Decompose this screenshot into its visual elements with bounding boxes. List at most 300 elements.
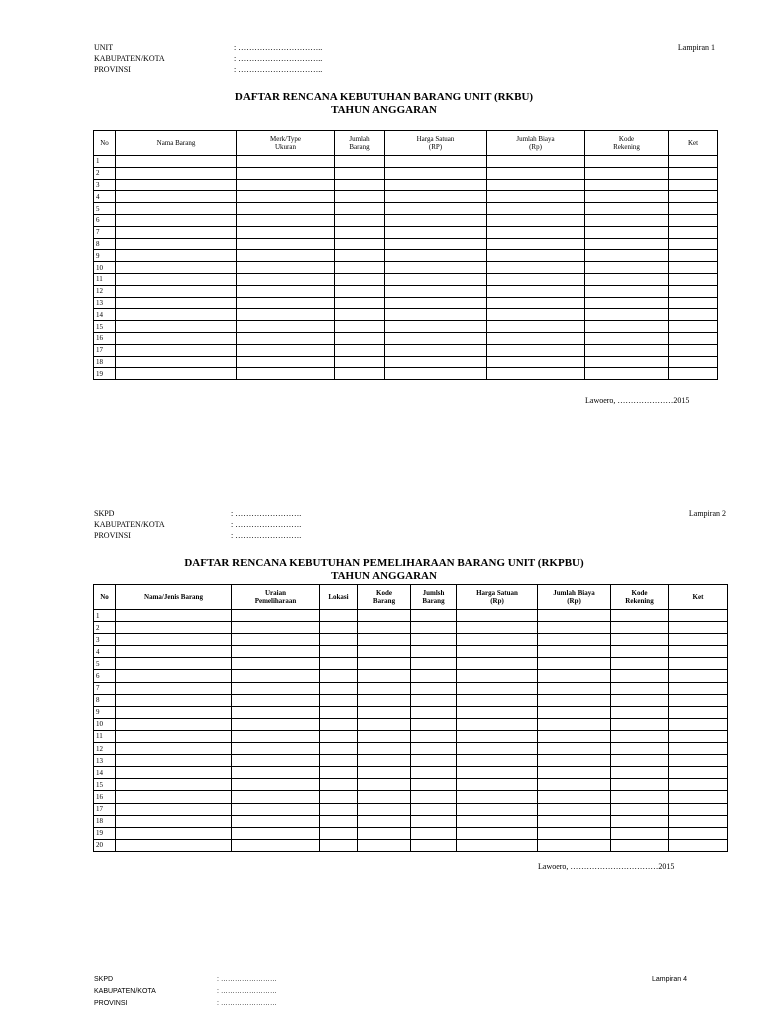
table-cell [335, 297, 385, 309]
table-cell [116, 815, 232, 827]
table-cell [232, 839, 320, 851]
table-cell [116, 156, 237, 168]
table-cell [585, 238, 669, 250]
table-cell [487, 250, 585, 262]
table-cell [411, 815, 457, 827]
table-cell [669, 356, 718, 368]
table-row [94, 670, 728, 682]
table-cell [669, 297, 718, 309]
row-number: 9 [94, 250, 116, 262]
table-cell [116, 706, 232, 718]
column-header-text: Uraian [265, 589, 286, 597]
table-row [94, 203, 718, 215]
column-header [669, 585, 728, 610]
field-values [234, 42, 322, 75]
table-cell [538, 682, 611, 694]
table-row [94, 226, 718, 238]
column-header [94, 131, 116, 156]
table-cell [385, 344, 487, 356]
table-cell [237, 203, 335, 215]
table-cell [411, 803, 457, 815]
table-cell [538, 839, 611, 851]
table-cell [320, 694, 358, 706]
row-number: 6 [94, 214, 116, 226]
table-cell [585, 344, 669, 356]
row-number: 10 [94, 262, 116, 274]
table-cell [669, 791, 728, 803]
table-cell [538, 694, 611, 706]
table-cell [385, 309, 487, 321]
table-cell [487, 273, 585, 285]
row-number: 18 [94, 356, 116, 368]
table-cell [320, 827, 358, 839]
signature-line: Lawoero, …………………2015 [585, 396, 690, 405]
table-cell [358, 634, 411, 646]
table-cell [669, 682, 728, 694]
table-row [94, 214, 718, 226]
field-value: : ………………………….. [234, 54, 323, 63]
table-cell [116, 356, 237, 368]
table-cell [585, 368, 669, 380]
table-cell [611, 610, 669, 622]
table-cell [320, 743, 358, 755]
column-header-text: No [100, 139, 109, 147]
column-header [116, 585, 232, 610]
table-cell [335, 214, 385, 226]
column-header-text: Nama/Jenis Barang [144, 593, 203, 601]
row-number: 9 [94, 706, 116, 718]
table-cell [232, 670, 320, 682]
table-cell [358, 779, 411, 791]
table-cell [232, 743, 320, 755]
table-row [94, 803, 728, 815]
table-cell [669, 779, 728, 791]
table-cell [232, 767, 320, 779]
table-cell [585, 179, 669, 191]
table-row [94, 730, 728, 742]
table-cell [237, 167, 335, 179]
table-cell [487, 214, 585, 226]
column-header-text: (Rp) [567, 597, 581, 605]
column-header-text: Jumlah Biaya [553, 589, 595, 597]
table-row [94, 610, 728, 622]
table-cell [669, 730, 728, 742]
table-cell [585, 332, 669, 344]
table-row [94, 309, 718, 321]
field-labels [94, 974, 156, 1010]
lampiran-label: Lampiran 2 [688, 509, 726, 518]
column-header-text: Nama Barang [156, 139, 196, 147]
table-row [94, 191, 718, 203]
column-header [237, 131, 335, 156]
table-row [94, 273, 718, 285]
table-row [94, 658, 728, 670]
table-cell [411, 646, 457, 658]
table-cell [669, 167, 718, 179]
table-row [94, 622, 728, 634]
table-cell [457, 658, 538, 670]
table-cell [335, 167, 385, 179]
table-cell [335, 250, 385, 262]
table-cell [585, 167, 669, 179]
field-labels [94, 508, 165, 541]
table-row [94, 839, 728, 851]
table-cell [116, 646, 232, 658]
column-header-text: Rekening [625, 597, 654, 605]
table-cell [669, 214, 718, 226]
column-header [411, 585, 457, 610]
table-cell [538, 658, 611, 670]
table-cell [232, 779, 320, 791]
column-header [611, 585, 669, 610]
table-cell [358, 622, 411, 634]
table-cell [232, 827, 320, 839]
table-cell [585, 297, 669, 309]
table-row [94, 646, 728, 658]
table-cell [358, 827, 411, 839]
table-cell [237, 344, 335, 356]
table-cell [358, 658, 411, 670]
document-title: DAFTAR RENCANA KEBUTUHAN BARANG UNIT (RKBU) [234, 91, 534, 103]
table-cell [320, 622, 358, 634]
table-cell [457, 839, 538, 851]
table-cell [358, 839, 411, 851]
table-cell [457, 622, 538, 634]
column-header-text: Barang [422, 597, 445, 605]
table-cell [237, 238, 335, 250]
table-cell [232, 730, 320, 742]
table-cell [237, 226, 335, 238]
table-cell [585, 309, 669, 321]
table-cell [232, 803, 320, 815]
table-cell [611, 730, 669, 742]
table-cell [411, 743, 457, 755]
table-cell [611, 767, 669, 779]
table-cell [116, 743, 232, 755]
table-cell [487, 167, 585, 179]
table-cell [457, 634, 538, 646]
table-cell [538, 718, 611, 730]
table-cell [669, 238, 718, 250]
table-cell [358, 718, 411, 730]
row-number: 2 [94, 167, 116, 179]
rkbu-table [93, 130, 718, 380]
table-cell [611, 718, 669, 730]
table-cell [411, 730, 457, 742]
table-cell [611, 827, 669, 839]
column-header-text: Ket [692, 593, 704, 601]
table-cell [358, 670, 411, 682]
table-cell [669, 743, 728, 755]
table-cell [385, 214, 487, 226]
table-cell [335, 285, 385, 297]
table-cell [669, 706, 728, 718]
column-header-text: No [100, 593, 109, 601]
field-value: : ……………………. [231, 520, 302, 529]
table-cell [237, 156, 335, 168]
row-number: 12 [94, 743, 116, 755]
table-cell [538, 743, 611, 755]
table-cell [457, 803, 538, 815]
table-cell [232, 658, 320, 670]
row-number: 19 [94, 368, 116, 380]
table-cell [335, 356, 385, 368]
table-cell [611, 622, 669, 634]
row-number: 10 [94, 718, 116, 730]
table-cell [116, 670, 232, 682]
table-cell [116, 634, 232, 646]
table-cell [320, 670, 358, 682]
row-number: 15 [94, 321, 116, 333]
table-row [94, 238, 718, 250]
column-header-text: Kode [376, 589, 392, 597]
row-number: 8 [94, 694, 116, 706]
row-number: 14 [94, 309, 116, 321]
table-cell [116, 803, 232, 815]
table-cell [669, 226, 718, 238]
column-header [116, 131, 237, 156]
table-cell [320, 634, 358, 646]
table-cell [538, 730, 611, 742]
field-label: PROVINSI [94, 1000, 128, 1007]
column-header [487, 131, 585, 156]
table-cell [116, 682, 232, 694]
table-cell [411, 718, 457, 730]
table-cell [669, 839, 728, 851]
rkpbu-table [93, 584, 728, 852]
table-cell [669, 634, 728, 646]
table-cell [358, 767, 411, 779]
table-cell [385, 332, 487, 344]
table-cell [457, 755, 538, 767]
table-row [94, 634, 728, 646]
row-number: 1 [94, 610, 116, 622]
table-cell [116, 214, 237, 226]
table-cell [411, 767, 457, 779]
table-row [94, 285, 718, 297]
table-cell [669, 309, 718, 321]
table-cell [237, 285, 335, 297]
table-cell [669, 718, 728, 730]
table-cell [487, 332, 585, 344]
table-cell [237, 179, 335, 191]
row-number: 16 [94, 791, 116, 803]
field-label: PROVINSI [94, 531, 131, 540]
table-cell [232, 815, 320, 827]
table-cell [457, 706, 538, 718]
table-cell [358, 803, 411, 815]
table-cell [358, 682, 411, 694]
table-cell [116, 167, 237, 179]
table-cell [232, 791, 320, 803]
table-cell [116, 273, 237, 285]
table-cell [335, 191, 385, 203]
table-row [94, 167, 718, 179]
table-cell [457, 730, 538, 742]
table-cell [411, 634, 457, 646]
lampiran-label: Lampiran 4 [651, 976, 687, 983]
table-row [94, 179, 718, 191]
column-header-text: Ket [687, 139, 699, 147]
column-header [358, 585, 411, 610]
table-cell [487, 203, 585, 215]
table-cell [232, 634, 320, 646]
table-cell [116, 309, 237, 321]
table-cell [358, 694, 411, 706]
table-cell [232, 622, 320, 634]
table-cell [411, 779, 457, 791]
table-cell [585, 285, 669, 297]
table-cell [457, 670, 538, 682]
table-cell [320, 718, 358, 730]
table-cell [335, 273, 385, 285]
table-cell [335, 238, 385, 250]
table-cell [411, 827, 457, 839]
table-cell [116, 344, 237, 356]
table-cell [320, 767, 358, 779]
field-label: KABUPATEN/KOTA [94, 54, 165, 63]
table-cell [487, 179, 585, 191]
table-cell [320, 610, 358, 622]
table-row [94, 694, 728, 706]
table-cell [487, 262, 585, 274]
row-number: 2 [94, 622, 116, 634]
row-number: 16 [94, 332, 116, 344]
table-cell [669, 827, 728, 839]
column-header-text: Merk/Type [269, 135, 301, 143]
field-value: : …………………… [217, 988, 277, 995]
table-cell [335, 321, 385, 333]
table-cell [538, 610, 611, 622]
row-number: 13 [94, 297, 116, 309]
row-number: 3 [94, 179, 116, 191]
table-cell [237, 309, 335, 321]
table-row [94, 827, 728, 839]
row-number: 20 [94, 839, 116, 851]
table-cell [385, 250, 487, 262]
table-cell [669, 815, 728, 827]
table-cell [385, 203, 487, 215]
table-cell [669, 156, 718, 168]
document-title: DAFTAR RENCANA KEBUTUHAN PEMELIHARAAN BARANG UNIT (RKPBU) [184, 557, 584, 569]
table-cell [116, 250, 237, 262]
table-cell [585, 321, 669, 333]
row-number: 4 [94, 191, 116, 203]
table-cell [411, 670, 457, 682]
document-subtitle: TAHUN ANGGARAN [331, 570, 437, 582]
table-cell [669, 273, 718, 285]
table-cell [487, 238, 585, 250]
table-cell [237, 321, 335, 333]
row-number: 8 [94, 238, 116, 250]
table-cell [538, 755, 611, 767]
table-row [94, 779, 728, 791]
table-cell [457, 767, 538, 779]
table-cell [585, 203, 669, 215]
table-cell [335, 262, 385, 274]
table-cell [116, 779, 232, 791]
field-value: : ………………………….. [234, 65, 323, 74]
column-header [320, 585, 358, 610]
table-cell [669, 262, 718, 274]
table-cell [487, 309, 585, 321]
table-cell [320, 755, 358, 767]
field-value: : ……………………. [231, 531, 302, 540]
row-number: 3 [94, 634, 116, 646]
table-cell [487, 321, 585, 333]
column-header-text: Harga Satuan [416, 135, 455, 143]
table-cell [116, 755, 232, 767]
table-cell [411, 839, 457, 851]
table-row [94, 262, 718, 274]
table-cell [358, 706, 411, 718]
table-cell [585, 214, 669, 226]
table-cell [538, 646, 611, 658]
table-cell [669, 344, 718, 356]
column-header-text: Pemeliharaan [254, 597, 297, 605]
table-cell [411, 791, 457, 803]
table-cell [669, 694, 728, 706]
table-cell [457, 791, 538, 803]
lampiran-label: Lampiran 1 [677, 43, 715, 52]
column-header-text: Barang [349, 143, 370, 151]
table-cell [237, 356, 335, 368]
document-subtitle: TAHUN ANGGARAN [331, 104, 437, 116]
table-cell [611, 815, 669, 827]
table-cell [457, 743, 538, 755]
table-cell [487, 368, 585, 380]
field-value: : ……………………. [231, 509, 302, 518]
table-cell [385, 167, 487, 179]
table-cell [585, 226, 669, 238]
row-number: 14 [94, 767, 116, 779]
row-number: 4 [94, 646, 116, 658]
table-cell [611, 791, 669, 803]
table-cell [237, 332, 335, 344]
table-cell [611, 694, 669, 706]
row-number: 11 [94, 273, 116, 285]
table-cell [669, 285, 718, 297]
table-cell [116, 332, 237, 344]
table-cell [116, 767, 232, 779]
row-number: 15 [94, 779, 116, 791]
table-cell [669, 610, 728, 622]
row-number: 18 [94, 815, 116, 827]
table-row [94, 815, 728, 827]
field-value: : …………………… [217, 976, 277, 983]
table-cell [411, 755, 457, 767]
table-row [94, 718, 728, 730]
table-cell [116, 827, 232, 839]
field-label: KABUPATEN/KOTA [94, 520, 165, 529]
table-cell [538, 622, 611, 634]
table-cell [611, 803, 669, 815]
row-number: 5 [94, 203, 116, 215]
row-number: 17 [94, 803, 116, 815]
column-header [669, 131, 718, 156]
table-cell [320, 779, 358, 791]
table-cell [320, 658, 358, 670]
table-cell [457, 610, 538, 622]
column-header-text: Jumlah Biaya [516, 135, 555, 143]
table-cell [335, 203, 385, 215]
column-header [94, 585, 116, 610]
table-cell [538, 670, 611, 682]
table-cell [669, 321, 718, 333]
table-cell [335, 226, 385, 238]
column-header [385, 131, 487, 156]
table-cell [411, 622, 457, 634]
